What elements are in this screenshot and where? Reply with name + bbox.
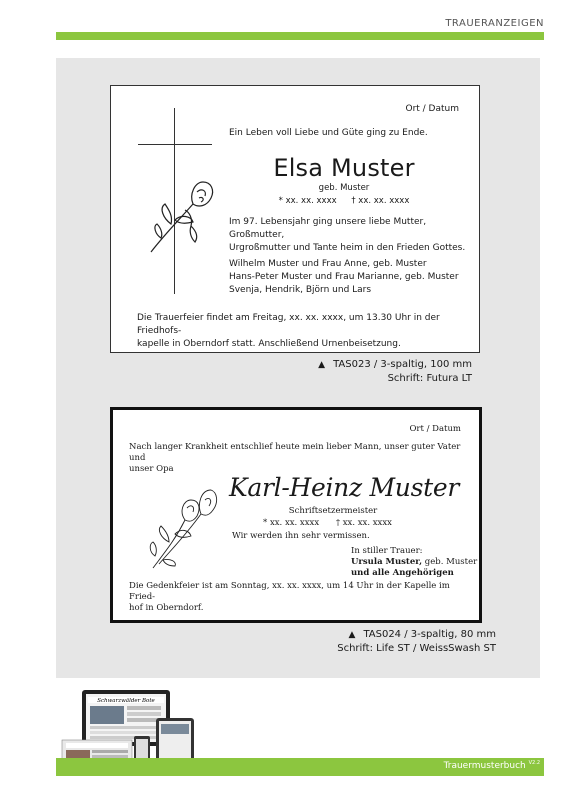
obituary-card-karl-heinz: [110, 407, 482, 623]
mourn-all: und alle Angehörigen: [351, 568, 454, 578]
triangle-icon: ▲: [348, 630, 356, 640]
triangle-icon: ▲: [318, 360, 326, 370]
top-accent-bar: [56, 32, 544, 40]
life-dates: [229, 196, 459, 206]
template-font: Schrift: Futura LT: [387, 373, 472, 384]
template-code: TAS024 / 3-spaltig, 80 mm: [363, 629, 496, 640]
mourn-name: Ursula Muster,: [351, 557, 423, 567]
text-line: unser Opa: [129, 464, 174, 474]
text-line: Im 97. Lebensjahr ging unsere liebe Mutter, Großmutter,: [229, 217, 427, 240]
text-line: Die Gedenkfeier ist am Sonntag, xx. xx. xxxx, um 14 Uhr in der Kapelle im Fried-: [129, 581, 450, 602]
newspaper-devices-image: [60, 688, 200, 768]
date-location: Ort / Datum: [409, 424, 461, 434]
mourner-line: Svenja, Hendrik, Björn und Lars: [229, 285, 372, 295]
birth-date: * xx. xx. xxxx: [278, 196, 337, 206]
mourners-block: [351, 546, 477, 579]
memorial-info: [129, 581, 469, 614]
header-section-label: TRAUERANZEIGEN: [445, 18, 544, 29]
life-dates: [263, 518, 406, 528]
farewell-text: Wir werden ihn sehr vermissen.: [232, 531, 370, 541]
mourn-label: In stiller Trauer:: [351, 546, 423, 556]
rose-icon: [145, 174, 217, 256]
roses-icon: [145, 476, 219, 572]
footer-label: [444, 760, 540, 771]
template-font: Schrift: Life ST / WeissSwash ST: [337, 643, 496, 654]
template-code: TAS023 / 3-spaltig, 100 mm: [333, 359, 472, 370]
mourn-nee: geb. Muster: [422, 557, 478, 567]
mourner-line: Hans-Peter Muster und Frau Marianne, geb. Muster: [229, 272, 459, 282]
cross-horizontal: [138, 144, 212, 145]
text-line: Nach langer Krankheit entschlief heute mein lieber Mann, unser guter Vater und: [129, 442, 461, 463]
template-caption-2: [337, 628, 496, 656]
newspaper-logo-text: Schwarzwälder Bote: [97, 698, 155, 704]
announcement-paragraph: [229, 216, 479, 255]
text-line: Die Trauerfeier findet am Freitag, xx. xx. xxxx, um 13.30 Uhr in der Friedhofs-: [137, 313, 440, 336]
maiden-name: geb. Muster: [318, 183, 370, 193]
deceased-name: Elsa Muster: [273, 154, 415, 182]
mourner-line: Wilhelm Muster und Frau Anne, geb. Muster: [229, 259, 427, 269]
intro-text: Ein Leben voll Liebe und Güte ging zu Ende.: [229, 128, 428, 138]
mourners-list: [229, 258, 459, 297]
intro-text: [129, 442, 469, 475]
profession: Schriftsetzermeister: [288, 506, 378, 516]
mourn-name-line: [351, 557, 477, 568]
book-title: Trauermusterbuch: [443, 761, 526, 771]
template-caption-1: [318, 358, 472, 386]
text-line: kapelle in Oberndorf statt. Anschließend Urnenbeisetzung.: [137, 339, 401, 349]
birth-date: * xx. xx. xxxx: [263, 518, 320, 528]
death-date: † xx. xx. xxxx: [335, 518, 392, 528]
date-location: Ort / Datum: [405, 104, 459, 114]
obituary-card-elsa: [110, 85, 480, 353]
text-line: Urgroßmutter und Tante heim in den Frieden Gottes.: [229, 243, 466, 253]
deceased-name: Karl-Heinz Muster: [229, 473, 460, 502]
version: V2.2: [528, 760, 540, 766]
funeral-info: [137, 312, 467, 351]
death-date: † xx. xx. xxxx: [351, 196, 410, 206]
text-line: hof in Oberndorf.: [129, 603, 204, 613]
